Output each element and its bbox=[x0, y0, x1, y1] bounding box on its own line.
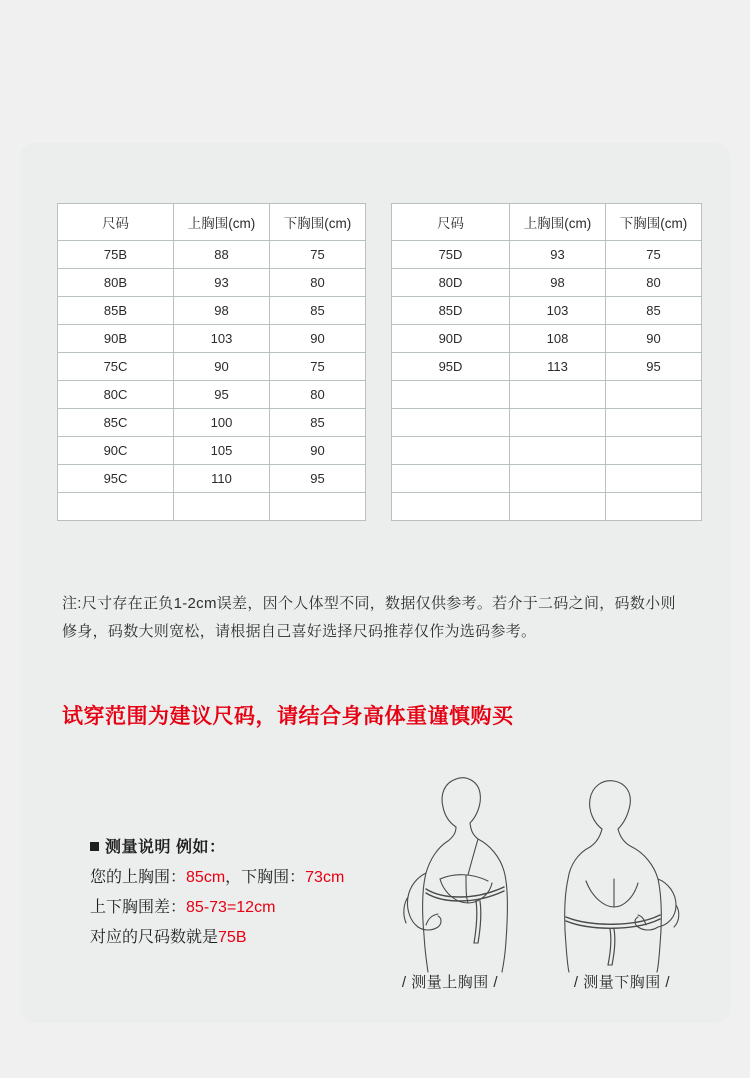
table-cell: 90 bbox=[606, 325, 702, 353]
measure-line-2 bbox=[90, 893, 400, 923]
table-cell: 90D bbox=[392, 325, 510, 353]
table-cell: 85 bbox=[270, 297, 366, 325]
table-cell bbox=[174, 493, 270, 521]
table-cell bbox=[606, 465, 702, 493]
table-header-cell: 下胸围(cm) bbox=[606, 204, 702, 241]
table-cell: 75 bbox=[270, 353, 366, 381]
slash-right-icon: / bbox=[493, 974, 499, 991]
table-cell: 75C bbox=[58, 353, 174, 381]
table-cell bbox=[392, 409, 510, 437]
table-cell: 98 bbox=[174, 297, 270, 325]
table-row bbox=[392, 241, 702, 269]
measure-line-1 bbox=[90, 863, 400, 893]
table-row bbox=[392, 465, 702, 493]
table-row bbox=[58, 437, 366, 465]
table-row bbox=[392, 297, 702, 325]
table-header-cell: 尺码 bbox=[392, 204, 510, 241]
table-cell: 88 bbox=[174, 241, 270, 269]
table-cell: 93 bbox=[174, 269, 270, 297]
table-cell bbox=[510, 381, 606, 409]
table-cell: 110 bbox=[174, 465, 270, 493]
table-cell bbox=[392, 465, 510, 493]
table-cell: 75 bbox=[606, 241, 702, 269]
table-cell: 90C bbox=[58, 437, 174, 465]
table-row bbox=[392, 325, 702, 353]
measure-figures bbox=[360, 773, 720, 1013]
table-header-cell: 上胸围(cm) bbox=[510, 204, 606, 241]
table-cell: 90 bbox=[174, 353, 270, 381]
table-cell: 103 bbox=[510, 297, 606, 325]
table-cell bbox=[606, 437, 702, 465]
table-header-cell: 上胸围(cm) bbox=[174, 204, 270, 241]
table-cell: 95C bbox=[58, 465, 174, 493]
table-row bbox=[392, 409, 702, 437]
table-cell: 95 bbox=[606, 353, 702, 381]
table-cell: 95 bbox=[174, 381, 270, 409]
table-cell bbox=[510, 437, 606, 465]
bullet-square-icon bbox=[90, 842, 99, 851]
table-cell: 85 bbox=[270, 409, 366, 437]
table-row bbox=[58, 465, 366, 493]
measure-line3-prefix: 对应的尺码数就是 bbox=[90, 929, 219, 946]
table-cell bbox=[510, 409, 606, 437]
table-row bbox=[392, 353, 702, 381]
table-cell bbox=[270, 493, 366, 521]
table-b-c-cups bbox=[57, 203, 366, 521]
measure-heading-text: 测量说明 例如： bbox=[105, 839, 226, 856]
measure-result-size: 75B bbox=[218, 929, 247, 946]
table-row bbox=[392, 381, 702, 409]
slash-left-icon: / bbox=[573, 974, 579, 991]
table-cell: 100 bbox=[174, 409, 270, 437]
size-chart-card bbox=[20, 143, 730, 1023]
table-header-row bbox=[392, 204, 702, 241]
purchase-warning: 试穿范围为建议尺码，请结合身高体重谨慎购买 bbox=[62, 705, 514, 728]
size-tables bbox=[57, 203, 702, 521]
table-cell: 85B bbox=[58, 297, 174, 325]
measure-under-bust-value: 73cm bbox=[305, 869, 345, 886]
table-header-cell: 下胸围(cm) bbox=[270, 204, 366, 241]
size-note: 注:尺寸存在正负1-2cm误差，因个人体型不同，数据仅供参考。若介于二码之间，码数小则修身，码数大则宽松，请根据自己喜好选择尺码推荐仅作为选码参考。 bbox=[62, 595, 676, 640]
table-cell: 80 bbox=[270, 269, 366, 297]
table-cell bbox=[510, 493, 606, 521]
table-row bbox=[392, 493, 702, 521]
measure-line1-mid: ，下胸围： bbox=[225, 869, 306, 886]
table-cell: 113 bbox=[510, 353, 606, 381]
measure-heading bbox=[90, 833, 400, 863]
slash-left-icon: / bbox=[401, 974, 407, 991]
table-cell: 85C bbox=[58, 409, 174, 437]
table-cell: 93 bbox=[510, 241, 606, 269]
under-bust-illustration bbox=[540, 773, 700, 973]
table-cell: 80 bbox=[606, 269, 702, 297]
table-row bbox=[58, 241, 366, 269]
table-cell: 85D bbox=[392, 297, 510, 325]
upper-bust-illustration bbox=[370, 773, 530, 973]
table-cell: 98 bbox=[510, 269, 606, 297]
table-cell bbox=[510, 465, 606, 493]
table-cell: 103 bbox=[174, 325, 270, 353]
upper-bust-caption bbox=[360, 971, 540, 992]
slash-right-icon: / bbox=[665, 974, 671, 991]
table-cell: 80C bbox=[58, 381, 174, 409]
table-cell bbox=[392, 381, 510, 409]
table-cell: 80B bbox=[58, 269, 174, 297]
table-row bbox=[58, 381, 366, 409]
table-row bbox=[58, 325, 366, 353]
table-header-row bbox=[58, 204, 366, 241]
under-bust-caption-text: 测量下胸围 bbox=[583, 974, 661, 991]
measure-line1-prefix: 您的上胸围： bbox=[90, 869, 187, 886]
table-cell bbox=[392, 493, 510, 521]
table-cell bbox=[606, 493, 702, 521]
table-cell: 75D bbox=[392, 241, 510, 269]
table-row bbox=[58, 269, 366, 297]
table-cell: 85 bbox=[606, 297, 702, 325]
table-row bbox=[392, 437, 702, 465]
table-cell bbox=[58, 493, 174, 521]
table-row bbox=[58, 297, 366, 325]
table-cell: 95 bbox=[270, 465, 366, 493]
under-bust-caption bbox=[532, 971, 712, 992]
measure-line-3 bbox=[90, 923, 400, 953]
table-cell: 90 bbox=[270, 325, 366, 353]
table-cell: 90B bbox=[58, 325, 174, 353]
table-cell: 105 bbox=[174, 437, 270, 465]
measure-difference-value: 85-73=12cm bbox=[186, 899, 276, 916]
table-cell: 75B bbox=[58, 241, 174, 269]
table-row bbox=[58, 353, 366, 381]
upper-bust-caption-text: 测量上胸围 bbox=[411, 974, 489, 991]
table-row bbox=[58, 409, 366, 437]
table-row bbox=[58, 493, 366, 521]
table-header-cell: 尺码 bbox=[58, 204, 174, 241]
table-cell: 80 bbox=[270, 381, 366, 409]
table-cell: 90 bbox=[270, 437, 366, 465]
measure-line2-prefix: 上下胸围差： bbox=[90, 899, 187, 916]
table-cell bbox=[606, 409, 702, 437]
table-cell: 95D bbox=[392, 353, 510, 381]
measure-instructions bbox=[90, 833, 400, 953]
table-cell: 108 bbox=[510, 325, 606, 353]
table-cell bbox=[392, 437, 510, 465]
table-row bbox=[392, 269, 702, 297]
table-d-cups bbox=[391, 203, 702, 521]
table-cell: 80D bbox=[392, 269, 510, 297]
table-cell: 75 bbox=[270, 241, 366, 269]
measure-upper-bust-value: 85cm bbox=[186, 869, 226, 886]
table-cell bbox=[606, 381, 702, 409]
